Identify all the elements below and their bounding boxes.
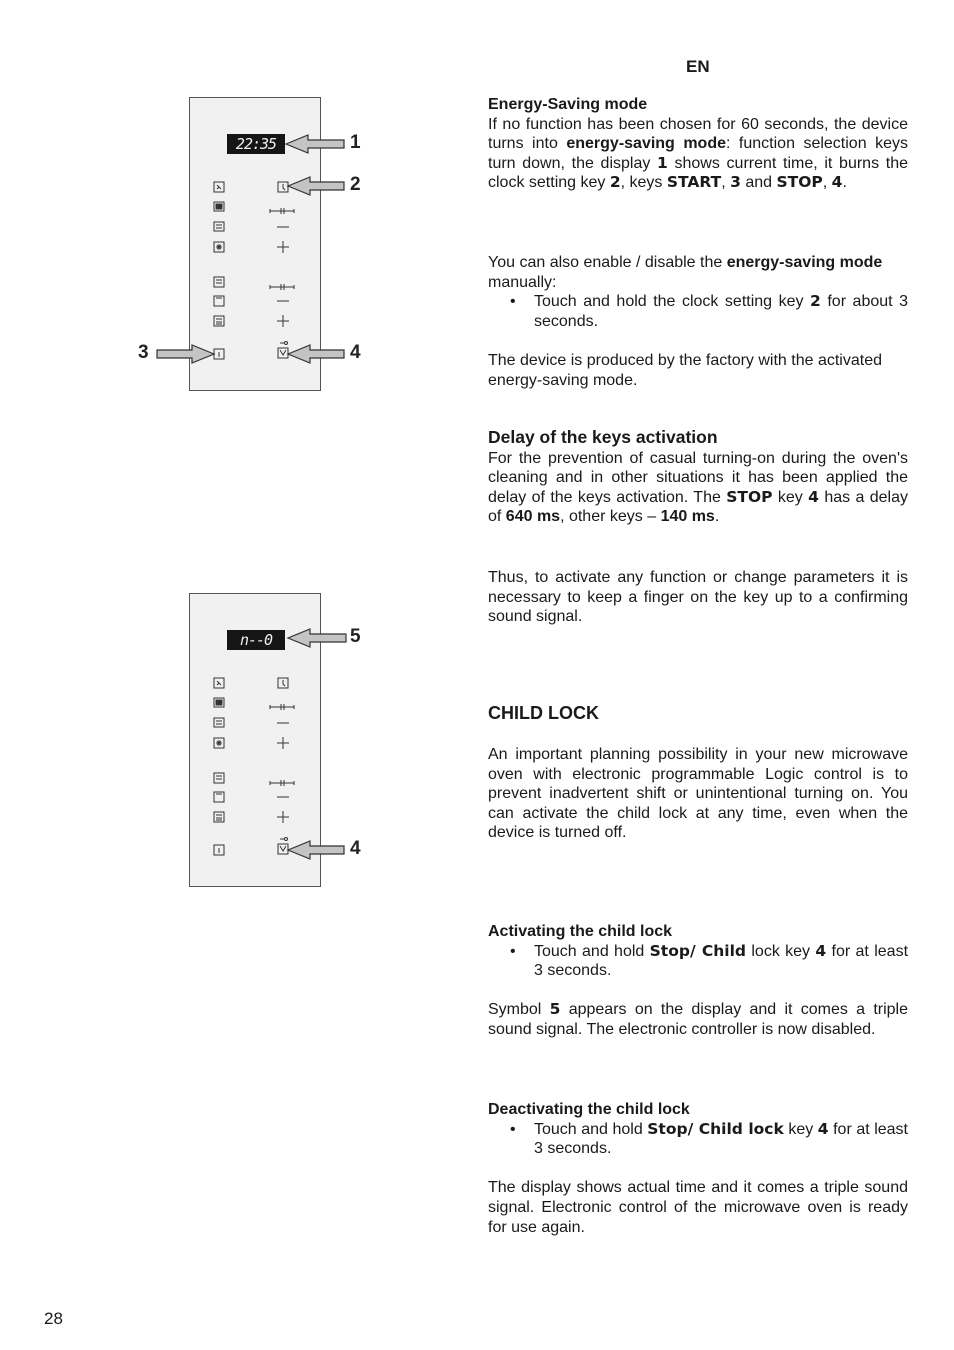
section-heading: CHILD LOCK (488, 703, 599, 723)
panel-display: n--0 (227, 630, 285, 650)
paragraph: For the prevention of casual turning-on during the oven's cleaning and in other situations it has been applied the delay of the keys activation. The STOP key 4 has a delay of 640 ms, other keys – 140 ms. (488, 449, 909, 526)
section-heading: Deactivating the child lock (488, 1101, 690, 1118)
paragraph: An important planning possibility in your new microwave oven with electronic programmable Logic control is to prevent inadvertent shift or unintentional turning on. You can activate the child lock at any time, even when the device is turned off. (488, 746, 908, 842)
paragraph: If no function has been chosen for 60 seconds, the device turns into energy-saving mode: function selection keys turn down, the display 1 shows current time, it burns the clock setting key 2, keys START, 3 and STOP, 4. (488, 115, 908, 192)
delay-section (488, 428, 908, 527)
panel-display: 22:35 (227, 134, 285, 154)
bullet-item: • Touch and hold Stop/ Child lock key 4 for at least 3 seconds. (510, 941, 909, 980)
paragraph: The device is produced by the factory with the activated energy-saving mode. (488, 351, 882, 389)
paragraph: Thus, to activate any function or change parameters it is necessary to keep a finger on the key up to a confirming sound signal. (488, 569, 908, 626)
child-lock-section (488, 704, 908, 724)
delay-note (488, 568, 908, 627)
paragraph: You can also enable / disable the energy-saving mode manually: (488, 254, 883, 291)
callout-label: 4 (350, 342, 361, 363)
section-heading: Delay of the keys activation (488, 427, 718, 447)
energy-saving-section (488, 95, 908, 193)
bullet-item: • Touch and hold Stop/ Child lock key 4 for at least 3 seconds. (510, 1119, 908, 1158)
deactivate-child-lock (488, 1100, 908, 1237)
arrow-icon (288, 841, 344, 859)
paragraph: The display shows actual time and it comes a triple sound signal. Electronic control of the microwave oven is ready for use again. (488, 1179, 908, 1236)
arrow-icon (157, 345, 214, 363)
arrow-icon (286, 135, 344, 153)
child-lock-intro (488, 745, 908, 843)
callout-label: 4 (350, 838, 361, 859)
language-tag: EN (686, 57, 710, 76)
section-heading: Activating the child lock (488, 923, 673, 940)
bullet-item: • Touch and hold the clock setting key 2 for about 3 seconds. (510, 292, 908, 330)
section-heading: Energy-Saving mode (488, 96, 648, 113)
arrow-icon (288, 345, 344, 363)
arrow-icon (288, 629, 346, 647)
callout-label: 3 (138, 342, 149, 363)
energy-saving-manual (488, 253, 908, 390)
callout-label: 2 (350, 174, 361, 195)
arrow-icon (288, 177, 344, 195)
paragraph: Symbol 5 appears on the display and it comes a triple sound signal. The electronic controller is now disabled. (488, 1000, 909, 1038)
activate-child-lock (488, 922, 908, 1040)
callout-label: 5 (350, 626, 361, 647)
page-number: 28 (44, 1309, 63, 1328)
callout-label: 1 (350, 132, 361, 153)
